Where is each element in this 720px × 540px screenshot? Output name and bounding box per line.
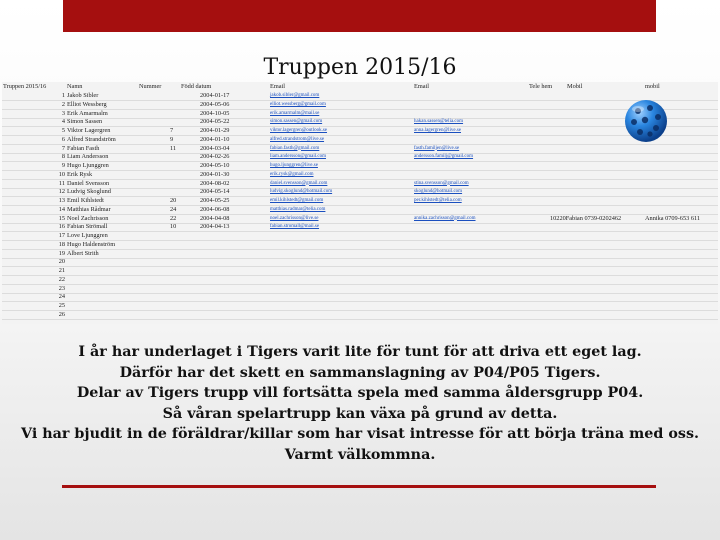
email-link-2[interactable]: skoglund@hotmail.com [414,189,463,195]
player-name: Alfred Strandström [67,135,116,143]
floorball-icon [623,98,669,144]
email-link-1[interactable]: matthias.radmar@telia.com [270,206,326,212]
row-number: 21 [58,267,65,274]
row-divider [2,249,718,250]
player-name: Hugo Ljunggren [67,162,109,169]
email-link-1[interactable]: fabian.fasth@gmail.com [270,145,320,151]
row-number: 10 [58,170,65,178]
row-divider [2,275,718,276]
row-divider [2,258,718,259]
email-link-1[interactable]: viktor.lagergren@outlook.se [270,128,328,133]
header-mobil-1: Mobil [567,83,583,90]
birth-date: 2004-05-25 [200,197,230,204]
email-link-1[interactable]: liam.andersson@gmail.com [270,154,326,160]
row-number: 26 [58,310,65,318]
header-mobil-2: mobil [645,83,660,90]
info-line: Varmt välkommna. [284,446,436,463]
header-email-2: Email [414,83,430,90]
birth-date: 2004-01-29 [200,127,230,134]
row-number: 8 [61,153,65,161]
row-divider [2,284,718,285]
birth-date: 2004-05-14 [200,188,230,196]
row-number: 15 [58,214,65,222]
jersey-number: 20 [170,197,177,204]
email-link-1[interactable]: noel.zachrisson@live.se [270,215,319,221]
row-divider [2,293,718,294]
email-link-1[interactable]: erik.rysk@gmail.com [270,171,314,177]
row-divider [2,161,718,162]
row-number: 23 [58,284,65,292]
row-divider [2,179,718,180]
birth-date: 2004-05-10 [200,162,230,169]
birth-date: 2004-01-30 [200,170,230,178]
email-link-1[interactable]: elliot.wessberg@gmail.com [270,101,326,107]
birth-date: 2004-04-08 [200,214,230,222]
row-number: 1 [61,92,65,99]
sheet-corner-label: Truppen 2015/16 [3,83,47,90]
info-line: Vi har bjudit in de föräldrar/killar som har visat intresse för att börja träna med oss. [21,426,699,442]
email-link-1[interactable]: fabian.stromall@mail.se [270,224,320,230]
row-number: 17 [58,232,65,239]
row-divider [2,153,718,154]
row-divider [2,100,718,101]
player-name: Daniel Svensson [67,179,110,187]
email-link-1[interactable]: erik.amarmalm@mail.se [270,110,320,116]
birth-date: 2004-03-04 [200,144,230,152]
email-link-2[interactable]: fasth.familjen@live.se [414,145,460,151]
jersey-number: 9 [170,135,174,143]
row-number: 4 [61,118,65,126]
player-name: Emil Kihlstedt [67,197,104,204]
player-name: Jakob Sibler [67,92,99,99]
email-link-2[interactable]: andersson.familj@gmail.com [414,154,474,160]
player-name: Ludvig Skoglund [67,188,111,196]
birth-date: 2004-01-17 [200,92,230,99]
email-link-1[interactable]: jakob.sibler@gmail.com [270,93,320,98]
row-number: 14 [58,205,65,213]
email-link-1[interactable]: alfred.strandstrom@live.se [270,136,325,142]
jersey-number: 7 [170,127,174,134]
player-name: Liam Andersson [67,153,109,161]
row-divider [2,109,718,110]
row-divider [2,310,718,311]
player-name: Simon Sassen [67,118,103,126]
slide-title: Truppen 2015/16 [263,55,457,80]
email-link-2[interactable]: annika.zachrisson@gmail.com [414,215,476,221]
row-divider [2,266,718,267]
row-number: 7 [61,144,65,152]
info-line: Så våran spelartrupp kan växa på grund av detta. [162,405,558,422]
bottom-accent-rule [62,485,656,488]
birth-date: 2004-05-22 [200,118,230,126]
row-number: 25 [58,302,65,309]
row-divider [2,196,718,197]
birth-date: 2004-08-02 [200,179,230,187]
info-line: Därför har det skett en sammanslagning av P04/P05 Tigers. [119,364,601,381]
player-name: Matthias Rådmar [67,205,111,213]
row-number: 11 [58,179,65,187]
email-link-2[interactable]: anna.lagergren@live.se [414,128,461,133]
row-number: 6 [61,135,65,143]
row-divider [2,301,718,302]
row-number: 18 [58,240,65,248]
row-divider [2,231,718,232]
email-link-1[interactable]: daniel.svensson@gmail.com [270,180,328,186]
info-line: Delar av Tigers trupp vill fortsätta spela med samma åldersgrupp P04. [76,385,644,401]
email-link-1[interactable]: hugo.ljunggren@live.se [270,163,318,168]
row-number: 12 [58,188,65,196]
row-number: 22 [58,275,65,283]
header-nummer: Nummer [139,83,162,90]
email-link-2[interactable]: per.kihlstedt@telia.com [414,198,462,203]
row-divider [2,144,718,145]
row-number: 5 [61,127,65,134]
row-number: 24 [58,293,65,301]
mobile-2: Annika 0709-653 611 [645,214,701,222]
row-divider [2,118,718,119]
player-name: Elliot Wessberg [67,100,107,108]
row-number: 3 [61,109,65,117]
birth-date: 2004-05-06 [200,100,230,108]
email-link-2[interactable]: stina.svensson@gmail.com [414,180,469,186]
header-email-1: Email [270,83,286,90]
header-fodd: Född datum [181,83,212,90]
player-name: Noel Zachrisson [67,214,109,222]
row-number: 20 [58,258,65,266]
player-name: Hugo Haldenström [67,240,116,248]
jersey-number: 22 [170,214,177,222]
birth-date: 2004-10-05 [200,109,230,117]
player-name: Viktor Lagergren [67,127,111,134]
header-namn: Namn [67,83,83,90]
jersey-number: 24 [170,205,177,213]
jersey-number: 10 [170,223,177,231]
birth-date: 2004-02-26 [200,153,230,161]
birth-date: 2004-06-08 [200,205,230,213]
mobile-1: 10220Fabian 0739-0202462 [550,214,622,222]
email-link-1[interactable]: simon.sassen@gmail.com [270,119,323,125]
player-name: Erik Amarmalm [67,109,108,117]
row-number: 16 [58,223,65,231]
email-link-1[interactable]: emil.kihlstedt@gmail.com [270,198,324,203]
jersey-number: 11 [170,144,177,152]
row-divider [2,319,718,320]
row-number: 9 [61,162,65,169]
info-paragraph [0,342,720,465]
birth-date: 2004-04-13 [200,223,230,231]
row-number: 13 [58,197,65,204]
player-name: Fabian Strömall [67,223,108,231]
row-number: 19 [58,249,65,257]
row-divider [2,170,718,171]
top-accent-bar [63,0,656,32]
email-link-1[interactable]: ludvig.skoglund@hotmail.com [270,189,333,195]
info-line: I år har underlaget i Tigers varit lite för tunt för att driva ett eget lag. [78,344,642,360]
player-name: Erik Rysk [67,170,93,178]
player-name: Albert Strith [67,249,99,257]
player-name: Love Ljunggren [67,232,108,239]
row-divider [2,223,718,224]
birth-date: 2004-01-10 [200,135,230,143]
email-link-2[interactable]: hakan.sassen@telia.com [414,119,464,125]
roster-spreadsheet [2,82,718,324]
header-tele: Tele hem [529,83,553,90]
row-number: 2 [61,100,65,108]
player-name: Fabian Fasth [67,144,100,152]
